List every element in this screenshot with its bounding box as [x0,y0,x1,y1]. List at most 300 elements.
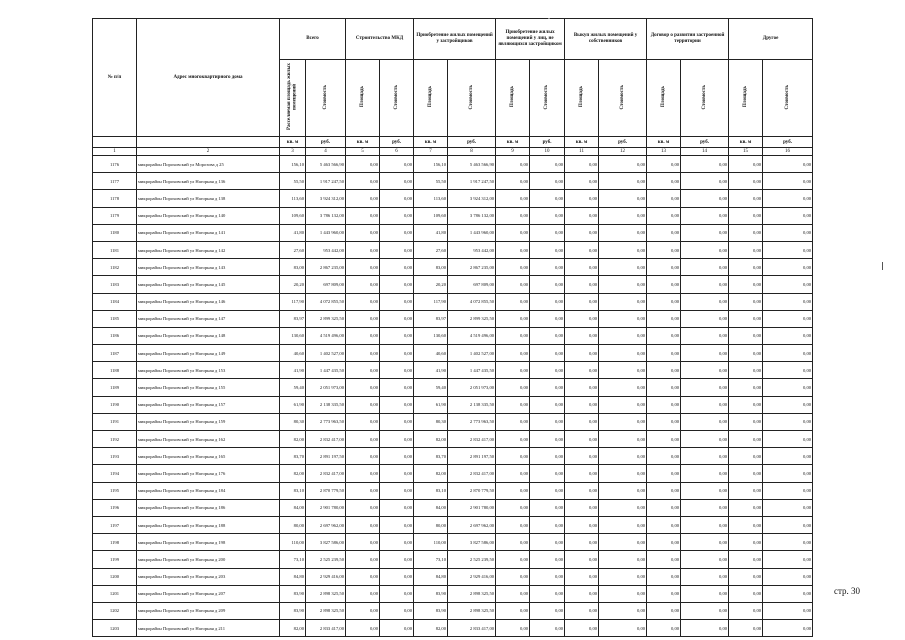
col-address-header: Адрес многоквартирного дома [137,19,280,137]
program-table-page [92,18,812,637]
sub-area: Площадь [496,60,530,137]
row-territory-area: 0,00 [647,293,681,310]
row-developer-cost: 2 867 235,00 [448,259,496,276]
row-resettled-area: 59,40 [280,379,306,396]
row-construction-cost: 0,00 [380,551,414,568]
row-other-area: 0,00 [729,413,763,430]
row-construction-cost: 0,00 [380,534,414,551]
row-developer-cost: 1 402 527,00 [448,345,496,362]
row-construction-cost: 0,00 [380,173,414,190]
row-developer-cost: 2 898 325,50 [448,602,496,619]
row-buyout-cost: 0,00 [599,327,647,344]
row-developer-cost: 2 832 417,00 [448,465,496,482]
row-other-cost: 0,00 [763,207,813,224]
row-address: микрорайон Пороховский ул Нагорная д 136 [137,173,280,190]
row-nondev-area: 0,00 [496,362,530,379]
row-developer-cost: 3 924 312,00 [448,190,496,207]
row-territory-cost: 0,00 [681,310,729,327]
row-nondev-cost: 0,00 [530,276,565,293]
row-address: микрорайон Пороховский ул Нагорная д 142 [137,241,280,258]
row-address: микрорайон Пороховский ул Нагорная д 200 [137,551,280,568]
row-buyout-cost: 0,00 [599,396,647,413]
row-developer-area: 130,60 [414,327,448,344]
row-number: 1181 [93,241,137,258]
row-construction-cost: 0,00 [380,585,414,602]
row-other-area: 0,00 [729,224,763,241]
row-buyout-cost: 0,00 [599,190,647,207]
column-number: 14 [681,148,729,156]
row-developer-cost: 2 901 780,00 [448,499,496,516]
row-number: 1197 [93,516,137,533]
row-construction-cost: 0,00 [380,156,414,173]
row-total-cost: 4 072 855,50 [306,293,346,310]
row-territory-area: 0,00 [647,362,681,379]
row-number: 1203 [93,620,137,637]
row-buyout-area: 0,00 [565,190,599,207]
row-construction-area: 0,00 [346,310,380,327]
row-developer-cost: 1 447 435,50 [448,362,496,379]
row-construction-cost: 0,00 [380,379,414,396]
row-developer-cost: 2 697 962,00 [448,516,496,533]
row-number: 1187 [93,345,137,362]
row-number: 1192 [93,431,137,448]
row-territory-cost: 0,00 [681,224,729,241]
row-address: микрорайон Пороховский ул Нагорная д 176 [137,465,280,482]
group-other: Другое [729,19,813,60]
row-construction-cost: 0,00 [380,207,414,224]
row-number: 1176 [93,156,137,173]
row-resettled-area: 73,10 [280,551,306,568]
row-buyout-area: 0,00 [565,241,599,258]
row-number: 1178 [93,190,137,207]
row-total-cost: 953 442,00 [306,241,346,258]
row-address: микрорайон Пороховский ул Нагорная д 149 [137,345,280,362]
row-other-area: 0,00 [729,293,763,310]
resettlement-table [92,18,813,637]
row-resettled-area: 83,97 [280,310,306,327]
row-territory-area: 0,00 [647,431,681,448]
column-number: 2 [137,148,280,156]
row-construction-area: 0,00 [346,190,380,207]
row-total-cost: 3 827 586,00 [306,534,346,551]
row-number: 1196 [93,499,137,516]
row-number: 1201 [93,585,137,602]
row-territory-area: 0,00 [647,568,681,585]
row-construction-area: 0,00 [346,173,380,190]
row-number: 1198 [93,534,137,551]
row-buyout-area: 0,00 [565,310,599,327]
table-row [93,448,813,465]
row-construction-cost: 0,00 [380,516,414,533]
row-other-cost: 0,00 [763,173,813,190]
row-other-cost: 0,00 [763,448,813,465]
row-nondev-cost: 0,00 [530,585,565,602]
row-territory-area: 0,00 [647,224,681,241]
row-address: микрорайон Пороховский ул Нагорная д 147 [137,310,280,327]
table-row [93,345,813,362]
row-other-cost: 0,00 [763,345,813,362]
row-developer-cost: 2 870 779,50 [448,482,496,499]
column-number: 15 [729,148,763,156]
table-row [93,276,813,293]
row-other-cost: 0,00 [763,293,813,310]
row-nondev-cost: 0,00 [530,396,565,413]
row-construction-cost: 0,00 [380,259,414,276]
row-nondev-area: 0,00 [496,276,530,293]
row-total-cost: 1 402 527,00 [306,345,346,362]
row-other-cost: 0,00 [763,413,813,430]
group-header-row [93,19,813,60]
row-resettled-area: 83,70 [280,448,306,465]
row-address: микрорайон Пороховский ул Нагорная д 165 [137,448,280,465]
row-construction-area: 0,00 [346,413,380,430]
row-construction-area: 0,00 [346,551,380,568]
row-other-area: 0,00 [729,173,763,190]
row-buyout-area: 0,00 [565,431,599,448]
table-row [93,534,813,551]
row-territory-area: 0,00 [647,465,681,482]
row-nondev-area: 0,00 [496,345,530,362]
unit-rub: руб. [530,137,565,148]
row-developer-cost: 2 051 973,00 [448,379,496,396]
unit-area: кв. м [729,137,763,148]
group-purchase-developers: Приобретение жилых помещений у застройщиков [414,19,496,60]
row-territory-area: 0,00 [647,259,681,276]
row-construction-cost: 0,00 [380,602,414,619]
row-buyout-area: 0,00 [565,602,599,619]
row-buyout-cost: 0,00 [599,379,647,396]
table-row [93,620,813,637]
row-territory-cost: 0,00 [681,379,729,396]
row-developer-area: 80,00 [414,516,448,533]
row-construction-area: 0,00 [346,327,380,344]
row-total-cost: 4 519 496,00 [306,327,346,344]
row-territory-area: 0,00 [647,156,681,173]
row-resettled-area: 41,90 [280,362,306,379]
table-row [93,568,813,585]
row-resettled-area: 83,00 [280,259,306,276]
table-row [93,379,813,396]
row-developer-cost: 953 442,00 [448,241,496,258]
row-developer-area: 82,00 [414,431,448,448]
row-construction-cost: 0,00 [380,620,414,637]
row-total-cost: 2 697 962,00 [306,516,346,533]
row-territory-cost: 0,00 [681,293,729,310]
row-developer-area: 83,90 [414,585,448,602]
row-number: 1179 [93,207,137,224]
row-developer-cost: 2 899 325,50 [448,310,496,327]
row-address: микрорайон Пороховский ул Нагорная д 145 [137,276,280,293]
row-territory-cost: 0,00 [681,241,729,258]
row-other-cost: 0,00 [763,224,813,241]
row-nondev-cost: 0,00 [530,207,565,224]
row-buyout-area: 0,00 [565,293,599,310]
row-address: микрорайон Пороховский ул Нагорная д 141 [137,224,280,241]
row-construction-cost: 0,00 [380,190,414,207]
row-territory-cost: 0,00 [681,327,729,344]
row-other-area: 0,00 [729,482,763,499]
column-number: 4 [306,148,346,156]
row-nondev-cost: 0,00 [530,310,565,327]
row-nondev-cost: 0,00 [530,379,565,396]
row-resettled-area: 82,00 [280,431,306,448]
row-construction-area: 0,00 [346,448,380,465]
row-developer-area: 83,97 [414,310,448,327]
row-other-cost: 0,00 [763,516,813,533]
column-number: 1 [93,148,137,156]
row-total-cost: 2 899 325,50 [306,310,346,327]
row-territory-cost: 0,00 [681,396,729,413]
row-construction-area: 0,00 [346,156,380,173]
row-buyout-area: 0,00 [565,379,599,396]
row-territory-cost: 0,00 [681,620,729,637]
row-buyout-area: 0,00 [565,327,599,344]
table-row [93,224,813,241]
row-buyout-area: 0,00 [565,516,599,533]
row-number: 1185 [93,310,137,327]
row-total-cost: 2 051 973,00 [306,379,346,396]
scan-mark [548,18,550,19]
row-total-cost: 2 929 416,00 [306,568,346,585]
row-other-cost: 0,00 [763,499,813,516]
table-row [93,516,813,533]
row-developer-cost: 4 072 855,50 [448,293,496,310]
scan-mark [882,262,883,270]
row-developer-cost: 2 929 416,00 [448,568,496,585]
row-other-area: 0,00 [729,156,763,173]
row-number: 1200 [93,568,137,585]
table-row [93,465,813,482]
row-nondev-cost: 0,00 [530,551,565,568]
row-developer-area: 20,20 [414,276,448,293]
row-address: микрорайон Пороховский ул Нагорная д 162 [137,431,280,448]
row-total-cost: 2 891 197,50 [306,448,346,465]
unit-area: кв. м [647,137,681,148]
row-other-area: 0,00 [729,516,763,533]
row-buyout-area: 0,00 [565,534,599,551]
column-number: 3 [280,148,306,156]
row-other-cost: 0,00 [763,431,813,448]
row-total-cost: 2 898 325,50 [306,585,346,602]
row-resettled-area: 83,90 [280,585,306,602]
row-developer-area: 27,60 [414,241,448,258]
row-address: микрорайон Пороховский ул Нагорная д 186 [137,499,280,516]
row-number: 1188 [93,362,137,379]
row-buyout-area: 0,00 [565,551,599,568]
row-construction-cost: 0,00 [380,568,414,585]
row-nondev-cost: 0,00 [530,327,565,344]
row-number: 1191 [93,413,137,430]
unit-rub: руб. [599,137,647,148]
row-resettled-area: 117,90 [280,293,306,310]
row-address: микрорайон Пороховский ул Морозова д 25 [137,156,280,173]
table-row [93,156,813,173]
group-total: Всего [280,19,346,60]
row-resettled-area: 109,60 [280,207,306,224]
row-number: 1199 [93,551,137,568]
column-numbers-row [93,148,813,156]
row-number: 1183 [93,276,137,293]
row-other-cost: 0,00 [763,551,813,568]
row-buyout-area: 0,00 [565,620,599,637]
row-construction-area: 0,00 [346,568,380,585]
row-territory-area: 0,00 [647,499,681,516]
row-other-area: 0,00 [729,585,763,602]
row-construction-cost: 0,00 [380,293,414,310]
row-nondev-area: 0,00 [496,259,530,276]
sub-cost: Стоимость [681,60,729,137]
row-total-cost: 2 525 239,50 [306,551,346,568]
row-territory-cost: 0,00 [681,568,729,585]
row-buyout-cost: 0,00 [599,448,647,465]
table-row [93,499,813,516]
row-construction-area: 0,00 [346,345,380,362]
table-row [93,551,813,568]
row-nondev-area: 0,00 [496,568,530,585]
unit-area: кв. м [496,137,530,148]
row-territory-cost: 0,00 [681,465,729,482]
row-buyout-cost: 0,00 [599,620,647,637]
column-number: 16 [763,148,813,156]
row-nondev-cost: 0,00 [530,362,565,379]
row-construction-area: 0,00 [346,396,380,413]
table-row [93,327,813,344]
row-other-cost: 0,00 [763,620,813,637]
row-other-cost: 0,00 [763,482,813,499]
row-developer-cost: 2 898 325,50 [448,585,496,602]
row-nondev-cost: 0,00 [530,345,565,362]
row-territory-cost: 0,00 [681,534,729,551]
row-territory-cost: 0,00 [681,499,729,516]
row-buyout-cost: 0,00 [599,259,647,276]
sub-area: Площадь [647,60,681,137]
unit-area: кв. м [414,137,448,148]
row-other-area: 0,00 [729,499,763,516]
column-number: 11 [565,148,599,156]
row-nondev-area: 0,00 [496,482,530,499]
table-row [93,190,813,207]
row-number: 1189 [93,379,137,396]
row-nondev-cost: 0,00 [530,190,565,207]
row-territory-area: 0,00 [647,310,681,327]
column-number: 12 [599,148,647,156]
row-buyout-cost: 0,00 [599,551,647,568]
row-nondev-area: 0,00 [496,448,530,465]
row-buyout-cost: 0,00 [599,516,647,533]
table-row [93,207,813,224]
row-territory-area: 0,00 [647,276,681,293]
table-row [93,173,813,190]
row-resettled-area: 82,00 [280,465,306,482]
row-nondev-cost: 0,00 [530,465,565,482]
row-total-cost: 2 833 417,00 [306,620,346,637]
row-resettled-area: 110,00 [280,534,306,551]
row-total-cost: 2 898 325,50 [306,602,346,619]
row-nondev-cost: 0,00 [530,620,565,637]
row-other-cost: 0,00 [763,156,813,173]
row-other-cost: 0,00 [763,585,813,602]
row-other-area: 0,00 [729,310,763,327]
row-territory-cost: 0,00 [681,413,729,430]
table-row [93,241,813,258]
row-developer-area: 55,50 [414,173,448,190]
row-resettled-area: 113,60 [280,190,306,207]
row-construction-area: 0,00 [346,293,380,310]
row-address: микрорайон Пороховский ул Нагорная д 198 [137,534,280,551]
row-total-cost: 2 832 417,00 [306,465,346,482]
row-nondev-cost: 0,00 [530,293,565,310]
row-resettled-area: 130,60 [280,327,306,344]
row-other-area: 0,00 [729,396,763,413]
row-buyout-cost: 0,00 [599,310,647,327]
row-buyout-cost: 0,00 [599,585,647,602]
column-number: 6 [380,148,414,156]
row-developer-cost: 697 809,00 [448,276,496,293]
table-row [93,602,813,619]
column-number: 13 [647,148,681,156]
row-address: микрорайон Пороховский ул Нагорная д 140 [137,207,280,224]
row-developer-area: 40,60 [414,345,448,362]
row-other-area: 0,00 [729,448,763,465]
row-address: микрорайон Пороховский ул Нагорная д 143 [137,259,280,276]
row-territory-area: 0,00 [647,345,681,362]
row-number: 1193 [93,448,137,465]
sub-area: Площадь [729,60,763,137]
row-territory-area: 0,00 [647,482,681,499]
row-developer-cost: 3 827 586,00 [448,534,496,551]
row-resettled-area: 84,80 [280,568,306,585]
row-construction-cost: 0,00 [380,327,414,344]
row-nondev-area: 0,00 [496,551,530,568]
row-buyout-cost: 0,00 [599,156,647,173]
page-number: стр. 30 [834,586,861,596]
row-other-cost: 0,00 [763,379,813,396]
row-nondev-area: 0,00 [496,396,530,413]
sub-cost: Стоимость [599,60,647,137]
row-total-cost: 2 832 417,00 [306,431,346,448]
sub-cost: Стоимость [380,60,414,137]
row-buyout-cost: 0,00 [599,534,647,551]
row-construction-area: 0,00 [346,207,380,224]
row-developer-area: 83,90 [414,602,448,619]
row-construction-area: 0,00 [346,224,380,241]
unit-rub: руб. [763,137,813,148]
row-other-area: 0,00 [729,345,763,362]
row-nondev-area: 0,00 [496,293,530,310]
row-total-cost: 2 138 335,50 [306,396,346,413]
row-construction-cost: 0,00 [380,310,414,327]
row-buyout-area: 0,00 [565,396,599,413]
table-row [93,431,813,448]
row-other-area: 0,00 [729,259,763,276]
group-buyout: Выкуп жилых помещений у собственников [565,19,647,60]
row-construction-area: 0,00 [346,465,380,482]
row-construction-cost: 0,00 [380,362,414,379]
table-row [93,585,813,602]
row-other-area: 0,00 [729,620,763,637]
row-buyout-cost: 0,00 [599,568,647,585]
row-construction-area: 0,00 [346,431,380,448]
row-nondev-cost: 0,00 [530,602,565,619]
sub-cost: Стоимость [448,60,496,137]
row-nondev-area: 0,00 [496,499,530,516]
row-nondev-area: 0,00 [496,241,530,258]
table-body [93,156,813,637]
row-total-cost: 3 924 312,00 [306,190,346,207]
row-construction-cost: 0,00 [380,396,414,413]
row-territory-cost: 0,00 [681,431,729,448]
units-row [93,137,813,148]
